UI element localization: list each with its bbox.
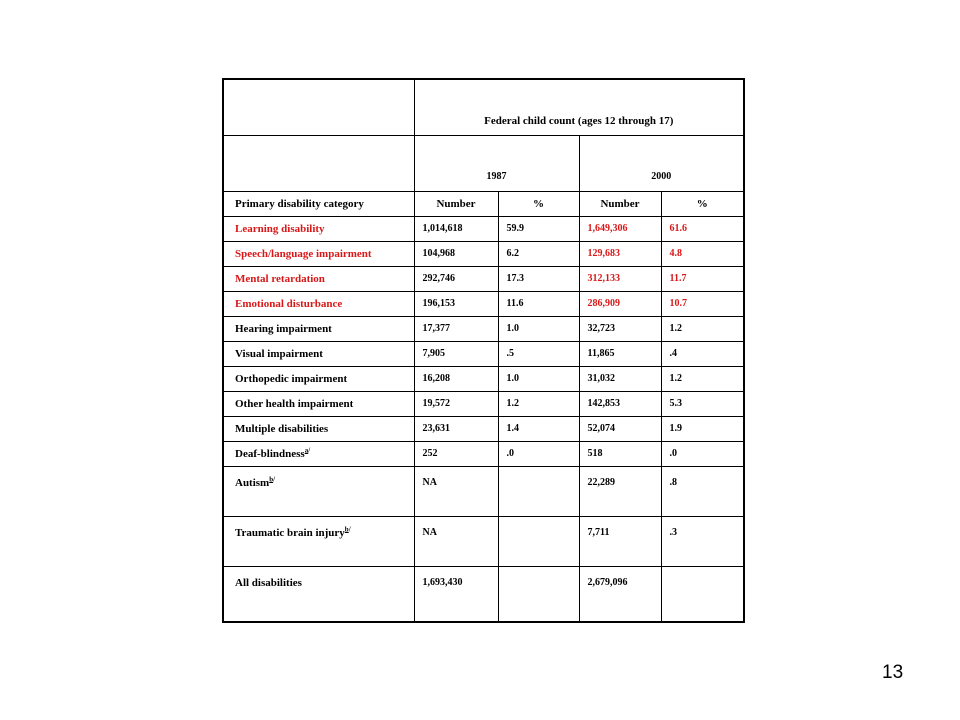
category-cell — [223, 391, 414, 416]
value-cell-n2000: 52,074 — [579, 416, 661, 441]
category-cell — [223, 291, 414, 316]
value-cell-p1987: 1.2 — [498, 391, 579, 416]
value-cell-p2000: 61.6 — [661, 216, 744, 241]
footnote-marker: b/ — [269, 474, 276, 483]
value-cell-n2000: 32,723 — [579, 316, 661, 341]
category-label: Speech/language impairment — [235, 247, 372, 260]
value-cell-n2000: 2,679,096 — [579, 566, 661, 622]
value-cell-n1987: 252 — [414, 441, 498, 466]
value-cell-n1987: 7,905 — [414, 341, 498, 366]
table-row — [223, 416, 744, 441]
value-cell-p1987: 1.4 — [498, 416, 579, 441]
category-label: Visual impairment — [235, 347, 323, 360]
category-label: All disabilities — [235, 576, 302, 589]
value-cell-n2000: 31,032 — [579, 366, 661, 391]
table-row — [223, 216, 744, 241]
year-2000: 2000 — [651, 170, 672, 182]
table-title: Federal child count (ages 12 through 17) — [484, 114, 674, 127]
value-cell-p2000 — [661, 566, 744, 622]
value-cell-n2000: 286,909 — [579, 291, 661, 316]
header-row-title — [223, 79, 744, 135]
column-header-number-2000: Number — [579, 191, 661, 216]
category-label: Learning disability — [235, 222, 325, 235]
column-header-pct-1987: % — [498, 191, 579, 216]
value-cell-p2000: 1.2 — [661, 366, 744, 391]
value-cell-n2000: 142,853 — [579, 391, 661, 416]
footnote-marker: b/ — [344, 524, 351, 533]
category-label: Emotional disturbance — [235, 297, 343, 310]
table-row — [223, 566, 744, 622]
category-cell — [223, 516, 414, 566]
category-cell — [223, 341, 414, 366]
table-row — [223, 341, 744, 366]
value-cell-p2000: 5.3 — [661, 391, 744, 416]
category-label: Orthopedic impairment — [235, 372, 348, 385]
disability-count-table — [222, 78, 745, 623]
value-cell-n1987: 17,377 — [414, 316, 498, 341]
category-label: Autism — [235, 476, 270, 489]
value-cell-p1987: 1.0 — [498, 316, 579, 341]
value-cell-p2000: 10.7 — [661, 291, 744, 316]
table-row — [223, 316, 744, 341]
value-cell-n1987: 1,014,618 — [414, 216, 498, 241]
value-cell-p1987 — [498, 516, 579, 566]
category-cell — [223, 316, 414, 341]
header-empty-cell — [223, 79, 414, 135]
value-cell-p2000: .3 — [661, 516, 744, 566]
category-label: Mental retardation — [235, 272, 325, 285]
category-label: Deaf-blindness — [235, 447, 305, 460]
category-cell — [223, 216, 414, 241]
header-row-columns — [223, 191, 744, 216]
year-2000-cell — [579, 135, 744, 191]
value-cell-n1987: 1,693,430 — [414, 566, 498, 622]
value-cell-p1987: 11.6 — [498, 291, 579, 316]
value-cell-p2000: 1.2 — [661, 316, 744, 341]
value-cell-p2000: .4 — [661, 341, 744, 366]
value-cell-n1987: NA — [414, 516, 498, 566]
value-cell-p2000: .8 — [661, 466, 744, 516]
year-1987-cell — [414, 135, 579, 191]
column-header-category: Primary disability category — [223, 191, 414, 216]
footnote-letter: b — [344, 524, 349, 533]
column-header-pct-2000: % — [661, 191, 744, 216]
value-cell-n1987: 23,631 — [414, 416, 498, 441]
value-cell-n2000: 7,711 — [579, 516, 661, 566]
value-cell-n2000: 129,683 — [579, 241, 661, 266]
value-cell-p1987: 17.3 — [498, 266, 579, 291]
category-cell — [223, 566, 414, 622]
value-cell-p1987: 6.2 — [498, 241, 579, 266]
footnote-marker: a/ — [304, 445, 311, 454]
value-cell-n1987: 16,208 — [414, 366, 498, 391]
value-cell-n1987: 104,968 — [414, 241, 498, 266]
category-cell — [223, 241, 414, 266]
value-cell-n1987: NA — [414, 466, 498, 516]
table-row — [223, 291, 744, 316]
category-label: Hearing impairment — [235, 322, 332, 335]
table-row — [223, 266, 744, 291]
category-label: Other health impairment — [235, 397, 354, 410]
value-cell-p2000: .0 — [661, 441, 744, 466]
value-cell-p2000: 1.9 — [661, 416, 744, 441]
footnote-letter: b — [269, 474, 274, 483]
column-header-number-1987: Number — [414, 191, 498, 216]
category-cell — [223, 416, 414, 441]
value-cell-n2000: 1,649,306 — [579, 216, 661, 241]
value-cell-p1987 — [498, 466, 579, 516]
category-label: Multiple disabilities — [235, 422, 329, 435]
value-cell-p1987: 1.0 — [498, 366, 579, 391]
value-cell-p2000: 11.7 — [661, 266, 744, 291]
value-cell-n1987: 292,746 — [414, 266, 498, 291]
table-title-cell — [414, 79, 744, 135]
value-cell-p1987: 59.9 — [498, 216, 579, 241]
value-cell-p1987: .0 — [498, 441, 579, 466]
category-cell — [223, 366, 414, 391]
table-row — [223, 516, 744, 566]
table-row — [223, 466, 744, 516]
value-cell-p1987: .5 — [498, 341, 579, 366]
table-row — [223, 366, 744, 391]
value-cell-n2000: 22,289 — [579, 466, 661, 516]
page-number: 13 — [882, 662, 904, 683]
value-cell-n2000: 518 — [579, 441, 661, 466]
value-cell-n1987: 196,153 — [414, 291, 498, 316]
category-cell — [223, 466, 414, 516]
header-row-years — [223, 135, 744, 191]
value-cell-n2000: 11,865 — [579, 341, 661, 366]
header-empty-cell — [223, 135, 414, 191]
value-cell-n1987: 19,572 — [414, 391, 498, 416]
value-cell-p2000: 4.8 — [661, 241, 744, 266]
category-cell — [223, 266, 414, 291]
table-row — [223, 241, 744, 266]
footnote-letter: a — [304, 445, 309, 454]
value-cell-p1987 — [498, 566, 579, 622]
category-cell — [223, 441, 414, 466]
table-row — [223, 391, 744, 416]
value-cell-n2000: 312,133 — [579, 266, 661, 291]
year-1987: 1987 — [486, 170, 507, 182]
table-row — [223, 441, 744, 466]
category-label: Traumatic brain injury — [235, 526, 345, 539]
